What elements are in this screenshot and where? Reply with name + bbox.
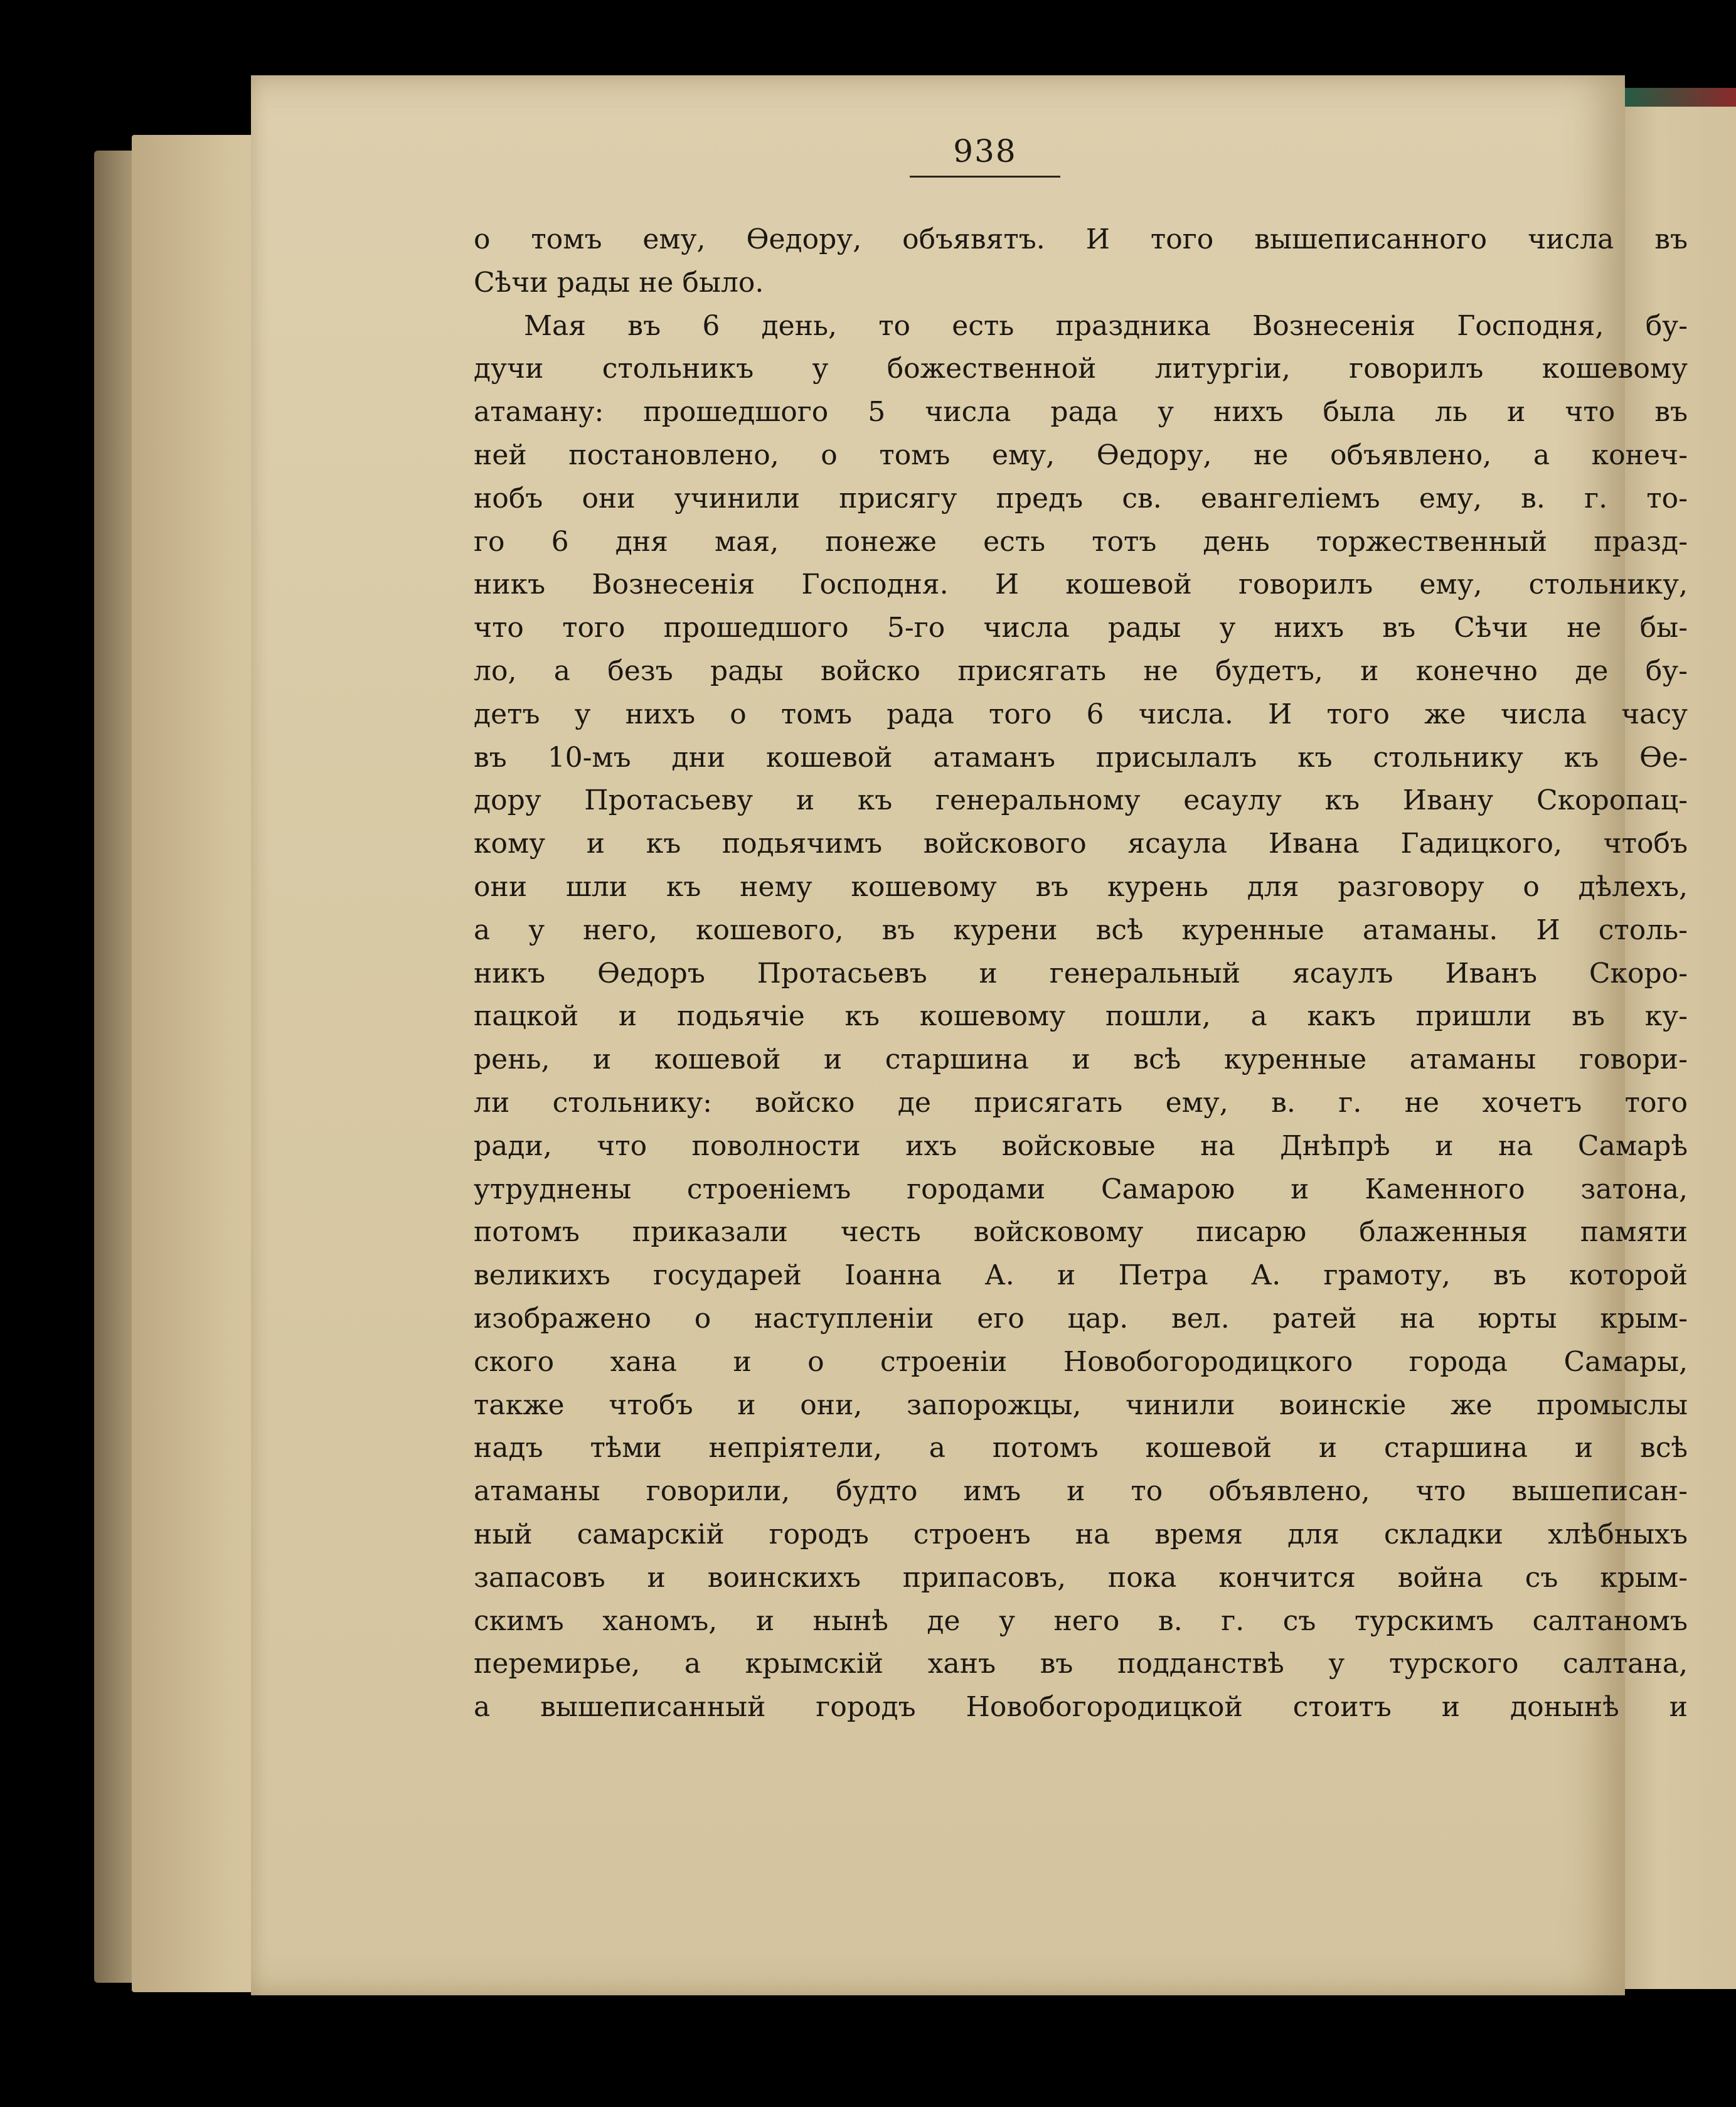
text-line: что того прошедшого 5-го числа рады у нихъ въ Сѣчи не бы-: [474, 612, 1688, 644]
page-number: 938: [953, 133, 1017, 169]
text-line: дучи стольникъ у божественной литургіи, говорилъ кошевому: [474, 353, 1688, 385]
body-text: [474, 218, 1688, 1729]
text-line: ли стольнику: войско де присягать ему, в. г. не хочетъ того: [474, 1086, 1688, 1119]
text-line: Сѣчи рады не было.: [474, 266, 764, 299]
text-line: великихъ государей Іоанна А. и Петра А. грамоту, въ которой: [474, 1259, 1688, 1292]
text-line: атаману: прошедшого 5 числа рада у нихъ была ль и что въ: [474, 396, 1688, 429]
text-line: они шли къ нему кошевому въ курень для разговору о дѣлехъ,: [474, 870, 1688, 903]
text-line: о томъ ему, Ѳедору, объявятъ. И того вышеписанного числа въ: [474, 223, 1688, 255]
text-line: атаманы говорили, будто имъ и то объявлено, что вышеписан-: [474, 1475, 1688, 1508]
text-line: пацкой и подьячіе къ кошевому пошли, а какъ пришли въ ку-: [474, 1000, 1688, 1033]
text-line: а у него, кошевого, въ курени всѣ куренные атаманы. И столь-: [474, 914, 1688, 946]
text-line: дору Протасьеву и къ генеральному есаулу къ Ивану Скоропац-: [474, 784, 1688, 817]
text-line: запасовъ и воинскихъ припасовъ, пока кончится война съ крым-: [474, 1561, 1688, 1594]
text-line: рень, и кошевой и старшина и всѣ куренные атаманы говори-: [474, 1043, 1688, 1076]
text-line: скимъ ханомъ, и нынѣ де у него в. г. съ турскимъ салтаномъ: [474, 1604, 1688, 1637]
text-line: Мая въ 6 день, то есть праздника Вознесенія Господня, бу-: [524, 309, 1688, 342]
text-line: утруднены строеніемъ городами Самарою и Каменного затона,: [474, 1173, 1688, 1205]
text-line: кому и къ подьячимъ войскового ясаула Ивана Гадицкого, чтобъ: [474, 828, 1688, 860]
text-line: въ 10-мъ дни кошевой атаманъ присылалъ къ стольнику къ Ѳе-: [474, 741, 1688, 774]
text-line: также чтобъ и они, запорожцы, чинили воинскіе же промыслы: [474, 1389, 1688, 1421]
text-line: изображено о наступленіи его цар. вел. ратей на юрты крым-: [474, 1302, 1688, 1335]
text-line: ради, что поволности ихъ войсковые на Днѣпрѣ и на Самарѣ: [474, 1129, 1688, 1162]
text-line: надъ тѣми непріятели, а потомъ кошевой и старшина и всѣ: [474, 1432, 1688, 1464]
book-cover-edge: [1619, 88, 1736, 107]
text-line: ского хана и о строеніи Новобогородицкого города Самары,: [474, 1345, 1688, 1378]
text-line: ней постановлено, о томъ ему, Ѳедору, не объявлено, а конеч-: [474, 439, 1688, 471]
book-page: [251, 75, 1688, 1995]
text-line: го 6 дня мая, понеже есть тотъ день торжественный празд-: [474, 525, 1688, 558]
text-line: никъ Ѳедоръ Протасьевъ и генеральный ясаулъ Иванъ Скоро-: [474, 957, 1688, 989]
text-line: ный самарскій городъ строенъ на время для складки хлѣбныхъ: [474, 1518, 1688, 1550]
page-number-underline: [910, 176, 1060, 178]
text-line: перемирье, а крымскій ханъ въ подданствѣ у турского салтана,: [474, 1648, 1688, 1680]
text-line: никъ Вознесенія Господня. И кошевой говорилъ ему, стольнику,: [474, 568, 1688, 601]
text-line: ло, а безъ рады войско присягать не будетъ, и конечно де бу-: [474, 654, 1688, 687]
text-line: детъ у нихъ о томъ рада того 6 числа. И того же числа часу: [474, 698, 1688, 730]
text-line: нобъ они учинили присягу предъ св. евангеліемъ ему, в. г. то-: [474, 482, 1688, 515]
text-line: потомъ приказали честь войсковому писарю блаженныя памяти: [474, 1216, 1688, 1249]
text-line: а вышеписанный городъ Новобогородицкой стоитъ и донынѣ и: [474, 1691, 1688, 1724]
